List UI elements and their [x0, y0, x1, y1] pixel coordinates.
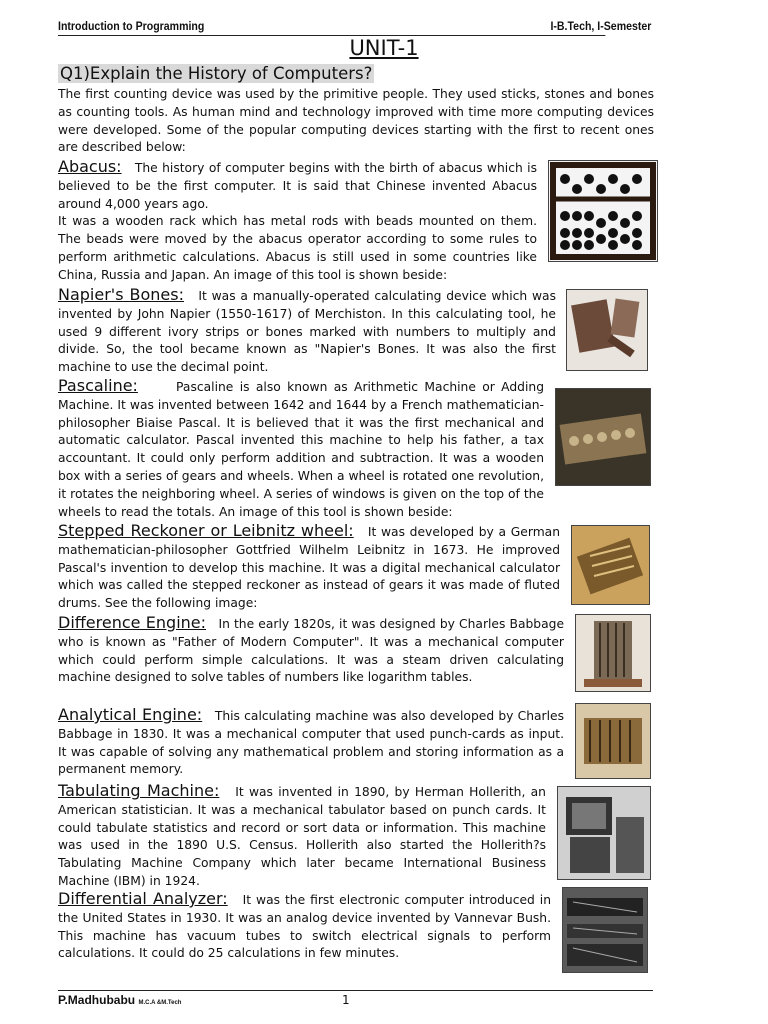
tabulating-machine-image	[557, 786, 651, 880]
napier-section	[58, 286, 556, 377]
leibniz-wheel-illustration	[572, 526, 649, 604]
leibniz-section	[58, 522, 560, 613]
differential-analyzer-illustration	[563, 888, 647, 972]
intro-paragraph: The first counting device was used by the primitive people. They used sticks, stones and bones as counting tools. As human mind and technology improved with time more computing devices were developed. Some of the popular computing devices starting with the first to recent ones are described below:	[58, 87, 654, 155]
question-heading: Q1)Explain the History of Computers?	[60, 64, 373, 83]
page-number: 1	[342, 993, 350, 1007]
differential-analyzer-image	[562, 887, 648, 973]
pascaline-text: Pascaline is also known as Arithmetic Machine or Adding Machine. It was invented between 1642 and 1644 by a French mathematician-philosopher Biaise Pascal. It is believed that it was the first mechanical and automatic calculator. Pascal invented this machine to help his father, a tax accountant. It could only perform addition and subtraction. It was a wooden box with a series of gears and wheels. When a wheel is rotated one revolution, it rotates the neighboring wheel. A series of windows is given on the top of the wheels to read the totals. An image of this tool is shown beside:	[58, 380, 545, 519]
footer-author	[58, 993, 181, 1007]
header-course: Introduction to Programming	[58, 21, 205, 33]
abacus-text-2: It was a wooden rack which has metal rods with beads mounted on them. The beads were moved by the abacus operator according to some rules to perform arithmetic calculations. Abacus is still used in some countries like China, Russia and Japan. An image of this tool is shown beside:	[58, 214, 537, 282]
leibniz-title: Stepped Reckoner or Leibnitz wheel:	[58, 521, 354, 540]
leibniz-wheel-image	[571, 525, 650, 605]
tabulating-title: Tabulating Machine:	[58, 781, 220, 800]
napier-text: It was a manually-operated calculating device which was invented by John Napier (1550-1617) of Merchiston. In this calculating tool, he used 9 different ivory strips or bones marked with numbers to multiply and divide. So, the tool became known as "Napier's Bones. It was also the first machine to use the decimal point.	[58, 289, 557, 375]
unit-title: UNIT-1	[349, 36, 419, 60]
analytical-engine-image	[575, 703, 651, 779]
header-semester: I-B.Tech, I-Semester	[550, 21, 652, 33]
napier-bones-illustration	[567, 290, 647, 370]
differential-title: Differential Analyzer:	[58, 889, 228, 908]
napier-title: Napier's Bones:	[58, 285, 184, 304]
pascaline-illustration	[556, 389, 650, 485]
analytical-title: Analytical Engine:	[58, 705, 203, 724]
tabulating-machine-illustration	[558, 787, 650, 879]
difference-engine-illustration	[576, 615, 650, 691]
footer-rule	[58, 990, 653, 991]
pascaline-title: Pascaline:	[58, 376, 138, 395]
leibniz-text: It was developed by a German mathematician-philosopher Gottfried Wilhelm Leibnitz in 1673. He improved Pascal's invention to develop this machine. It was a digital mechanical calculator which was called the stepped reckoner as instead of gears it was made of fluted drums. See the following image:	[58, 525, 560, 611]
difference-title: Difference Engine:	[58, 613, 207, 632]
differential-text: It was the first electronic computer introduced in the United States in 1930. It was an analog device invented by Vannevar Bush. This machine has vacuum tubes to switch electrical signals to perform calculations. It could do 25 calculations in few minutes.	[58, 893, 552, 961]
page-header	[58, 17, 652, 36]
abacus-text: The history of computer begins with the birth of abacus which is believed to be the first computer. It is said that Chinese invented Abacus around 4,000 years ago.	[58, 161, 537, 211]
abacus-section	[58, 158, 537, 285]
author-credentials: M.C.A &M.Tech	[138, 1000, 182, 1006]
abacus-illustration	[549, 161, 657, 261]
author-name: P.Madhubabu	[58, 993, 136, 1007]
difference-engine-image	[575, 614, 651, 692]
abacus-title: Abacus:	[58, 157, 122, 176]
analytical-text: This calculating machine was also developed by Charles Babbage in 1830. It was a mechanical computer that used punch-cards as input. It was capable of solving any mathematical problem and storing information as a permanent memory.	[58, 709, 564, 777]
difference-section	[58, 614, 564, 687]
tabulating-text: It was invented in 1890, by Herman Hollerith, an American statistician. It was a mechanical tabulator based on punch cards. It could tabulate statistics and record or sort data or information. This machine was used in the 1890 U.S. Census. Hollerith also started the Hollerith?s Tabulating Machine Company which later became International Business Machine (IBM) in 1924.	[58, 785, 546, 888]
analytical-engine-illustration	[576, 704, 650, 778]
analytical-section	[58, 706, 564, 779]
abacus-image	[548, 160, 658, 262]
napier-bones-image	[566, 289, 648, 371]
difference-text: In the early 1820s, it was designed by Charles Babbage who is known as "Father of Modern Computer". It was a mechanical computer which could perform simple calculations. It was a steam driven calculating machine designed to solve tables of numbers like logarithm tables.	[58, 617, 565, 685]
differential-section	[58, 890, 551, 963]
pascaline-image	[555, 388, 651, 486]
pascaline-section	[58, 377, 544, 521]
tabulating-section	[58, 782, 546, 891]
